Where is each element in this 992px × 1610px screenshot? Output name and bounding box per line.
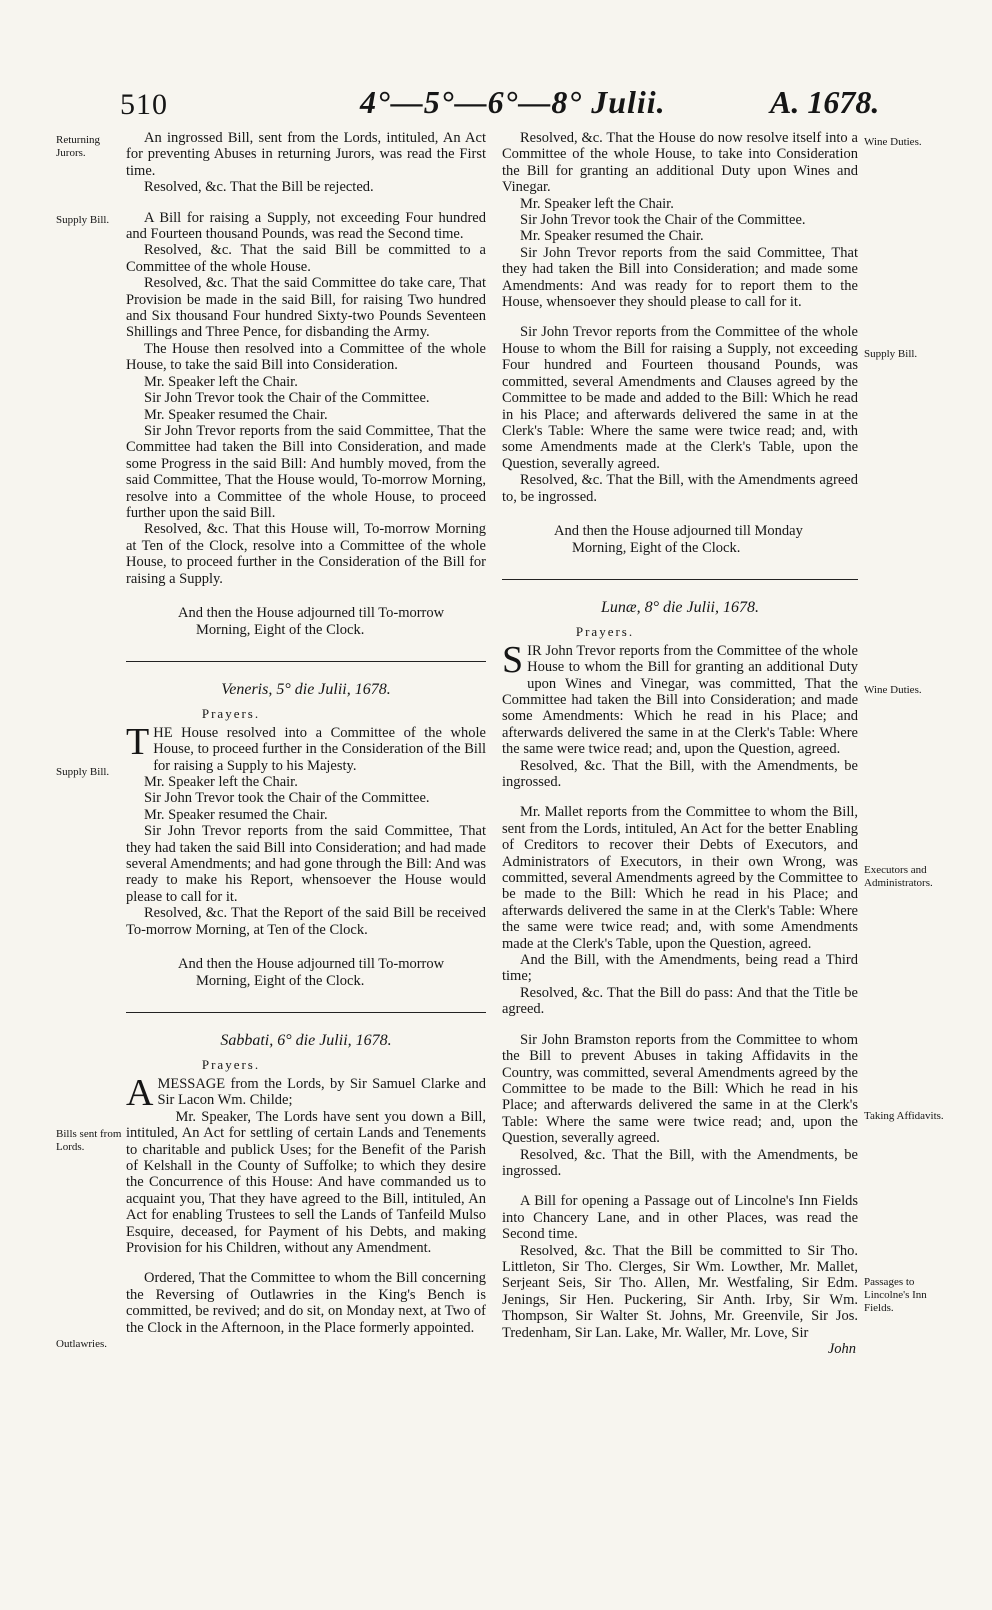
margin-note-executors: Executors and Administrators. — [864, 864, 933, 889]
margin-note-supply-bill: Supply Bill. — [864, 348, 918, 360]
paragraph: Resolved, &c. That the Bill be rejected. — [144, 179, 374, 196]
paragraph-text: IR John Trevor reports from the Committee of the whole House to whom the Bill for granting an additional Duty upon Wines and Vinegar, was committed, That the Committee had taken the Bill into Consideration; and made some Amendments: Which he read in his Place; and afterwards delivered the same in at the Clerk's Table: Where the same were twice read; and, upon the Question, agreed. — [502, 642, 858, 758]
paragraph: Sir John Bramston reports from the Committee to whom the Bill to prevent Abuses in taking Affidavits in the Country, was committed, several Amendments agreed by the Committee to be made to the Bill: Which he read in his Place; and afterwards delivered the same in at the Clerk's Table: Where the same were twice read; and, upon the Question, severally agreed. — [502, 1031, 858, 1147]
paragraph — [502, 638, 858, 758]
entry-returning-jurors — [126, 130, 486, 196]
paragraph: Resolved, &c. That the Bill, with the Amendments, be ingrossed. — [502, 1146, 858, 1179]
paragraph: Mr. Speaker, The Lords have sent you down a Bill, intituled, An Act for settling of certain Lands and Tenements to charitable and publick Uses; for the Benefit of the Parish of Kelshall in the County of Suffolke; to which they desire the Concurrence of this House: And have commanded us to acquaint you, That they have agreed to the Bill, intituled, An Act for enabling Trustees to sell the Lands of Tanfeild Mulso Esquire, deceased, for Payment of his Debts, and making Provision for his Children, without any Amendment. — [126, 1108, 486, 1256]
paragraph: Resolved, &c. That the Bill, with the Amendments agreed to, be ingrossed. — [502, 472, 858, 505]
section-divider — [126, 661, 486, 662]
adjournment-note — [126, 605, 486, 639]
drop-cap: T — [126, 720, 150, 763]
paragraph: Resolved, &c. That the said Bill be committed to a Committee of the whole House. — [126, 242, 486, 275]
paragraph: Mr. Speaker left the Chair. — [144, 774, 298, 790]
margin-note-passages: Passages to Lincolne's Inn Fields. — [864, 1276, 927, 1314]
adjournment-note — [502, 523, 858, 557]
paragraph: Resolved, &c. That the Report of the said Bill be received To-morrow Morning, at Ten of the Clock. — [126, 905, 486, 938]
adjournment-line: Morning, Eight of the Clock. — [196, 621, 365, 638]
margin-note-wine-duties: Wine Duties. — [864, 684, 922, 696]
paragraph: Mr. Speaker resumed the Chair. — [144, 806, 328, 823]
margin-note-supply-bill: Supply Bill. — [56, 214, 110, 226]
drop-cap: A — [126, 1071, 154, 1114]
day-heading: Sabbati, 6° die Julii, 1678. — [220, 1032, 392, 1050]
entry-passages — [502, 1193, 858, 1357]
paragraph: Mr. Mallet reports from the Committee to whom the Bill, sent from the Lords, intituled, An Act for the better Enabling of Creditors to recover their Debts of Executors, and Administrators of Executors, in their own Wrong, was committed, several Amendments agreed by the Committee to be made to the Bill: Which he read in his Place; and afterwards delivered the same in at the Clerk's Table: Where the same were twice read; and, with some Amendments made at the Clerk's Table, upon the Question, agreed. — [502, 804, 858, 952]
entry-executors — [502, 804, 858, 1017]
entry-veneris — [126, 720, 486, 938]
section-divider — [502, 579, 858, 580]
paragraph: Ordered, That the Committee to whom the Bill concerning the Reversing of Outlawries in the King's Bench is committed, be revived; and do sit, on Monday next, at Two of the Clock in the Afternoon, in the Place formerly appointed. — [126, 1270, 486, 1336]
entry-sabbati — [126, 1071, 486, 1336]
paragraph: Sir John Trevor reports from the said Committee, That they had taken the said Bill into Consideration; and had made several Amendments; and had gone through the Bill: And was ready to make his Report, whensoever the House would please to call for it. — [126, 823, 486, 905]
paragraph: Sir John Trevor took the Chair of the Committee. — [144, 790, 430, 807]
margin-note-outlawries: Outlawries. — [56, 1338, 108, 1350]
margin-note-wine-duties: Wine Duties. — [864, 136, 922, 148]
paragraph — [126, 720, 486, 774]
paragraph: Sir John Trevor reports from the Committee of the whole House to whom the Bill for raising a Supply, not exceeding Four hundred and Fourteen thousand Pounds, was committed, several Amendments and Clauses agreed by the Committee to be made and added to the Bill: Which he read in his Place; and afterwards delivered the same in at the Clerk's Table: Where the same were twice read; and, with some Amendments made at the Clerk's Table, upon the Question, severally agreed. — [502, 324, 858, 472]
section-divider — [126, 1012, 486, 1013]
paragraph: Resolved, &c. That the Bill do pass: And that the Title be agreed. — [502, 984, 858, 1018]
day-heading: Veneris, 5° die Julii, 1678. — [221, 680, 391, 698]
catchword: John — [827, 1341, 856, 1357]
paragraph: A Bill for raising a Supply, not exceeding Four hundred and Fourteen thousand Pounds, was read the Second time. — [126, 209, 486, 243]
paragraph: Resolved, &c. That the Bill, with the Amendments, be ingrossed. — [502, 757, 858, 790]
paragraph: Resolved, &c. That the House do now resolve itself into a Committee of the whole House, to take into Consideration the Bill for granting an additional Duty upon Wines and Vinegar. — [502, 130, 858, 196]
margin-note-returning-jurors: Returning Jurors. — [56, 134, 100, 159]
adjournment-line: Morning, Eight of the Clock. — [572, 539, 741, 556]
entry-wine-duties-report — [502, 638, 858, 791]
paragraph: Resolved, &c. That the said Committee do take care, That Provision be made in the said Bill, for raising Two hundred and Six thousand Four hundred Sixty-two Pounds Seventeen Shillings and Three Pence, for disbanding the Army. — [126, 275, 486, 341]
adjournment-line: Morning, Eight of the Clock. — [196, 973, 365, 990]
paragraph: Resolved, &c. That this House will, To-morrow Morning at Ten of the Clock, resolve into a Committee of the whole House, to proceed further in the Consideration of the Bill for raising a Supply. — [126, 521, 486, 587]
margin-note-affidavits: Taking Affidavits. — [864, 1110, 944, 1122]
paragraph: Sir John Trevor reports from the said Committee, That the Committee had taken the Bill into Consideration, and made some Progress in the said Bill: And humbly moved, from the said Committee, That the House would, To-morrow Morning, resolve into a Committee of the whole House, to proceed further upon the said Bill. — [126, 422, 486, 521]
header-year: A. 1678. — [770, 84, 880, 120]
prayers-heading: Prayers. — [201, 1057, 261, 1073]
paragraph: Sir John Trevor took the Chair of the Committee. — [144, 390, 430, 407]
adjournment-line: And then the House adjourned till To-morrow — [178, 956, 445, 973]
prayers-heading: Prayers. — [575, 624, 635, 640]
paragraph: Mr. Speaker left the Chair. — [520, 195, 674, 212]
margin-note-bills-sent: Bills sent from Lords. — [56, 1128, 122, 1153]
paragraph: Resolved, &c. That the Bill be committed to Sir Tho. Littleton, Sir Tho. Clerges, Sir Wm. Lowther, Mr. Mallet, Serjeant Seis, Sir Tho. Allen, Mr. Westfaling, Sir Edm. Jenings, Sir Hen. Puckering, Sir Anth. Irby, Sir Wm. Thompson, Sir Walter St. Johns, Mr. Greenvile, Sir Jos. Tredenham, Sir Lan. Lake, Mr. Waller, Mr. Love, Sir — [502, 1242, 858, 1341]
entry-supply-bill — [126, 210, 486, 587]
paragraph: The House then resolved into a Committee of the whole House, to take the said Bill into Consideration. — [126, 340, 486, 374]
adjournment-note — [126, 956, 486, 990]
paragraph — [126, 1071, 486, 1114]
paragraph: An ingrossed Bill, sent from the Lords, intituled, An Act for preventing Abuses in returning Jurors, was read the First time. — [126, 130, 486, 179]
right-column — [502, 130, 858, 1371]
day-heading: Lunæ, 8° die Julii, 1678. — [601, 598, 759, 616]
page-number: 510 — [120, 88, 168, 121]
entry-supply-bill-report — [502, 324, 858, 504]
paragraph: Mr. Speaker left the Chair. — [144, 373, 298, 390]
page-header — [0, 84, 992, 130]
paragraph: And the Bill, with the Amendments, being read a Third time; — [502, 952, 858, 985]
paragraph: Mr. Speaker resumed the Chair. — [520, 228, 704, 245]
paragraph-text: MESSAGE from the Lords, by Sir Samuel Clarke and Sir Lacon Wm. Childe; — [157, 1075, 486, 1109]
entry-affidavits — [502, 1032, 858, 1180]
adjournment-line: And then the House adjourned till Monday — [554, 522, 803, 539]
paragraph: Mr. Speaker resumed the Chair. — [144, 406, 328, 423]
paragraph-text: HE House resolved into a Committee of the whole House, to proceed further in the Consideration of the Bill for raising a Supply to his Majesty. — [153, 724, 486, 774]
header-dates: 4°—5°—6°—8° Julii. — [360, 84, 666, 120]
left-column — [126, 130, 486, 1350]
paragraph: Sir John Trevor took the Chair of the Committee. — [520, 212, 806, 229]
paragraph: Sir John Trevor reports from the said Committee, That they had taken the Bill into Consideration; and made some Amendments: And was ready for to report them to the House, whensoever they should please to call for it. — [502, 244, 858, 311]
margin-note-supply-bill: Supply Bill. — [56, 766, 110, 778]
paragraph: A Bill for opening a Passage out of Lincolne's Inn Fields into Chancery Lane, and in other Places, was read the Second time. — [502, 1193, 858, 1243]
adjournment-line: And then the House adjourned till To-morrow — [178, 604, 445, 621]
drop-cap: S — [502, 638, 524, 681]
entry-wine-duties — [502, 130, 858, 310]
prayers-heading: Prayers. — [201, 706, 261, 722]
